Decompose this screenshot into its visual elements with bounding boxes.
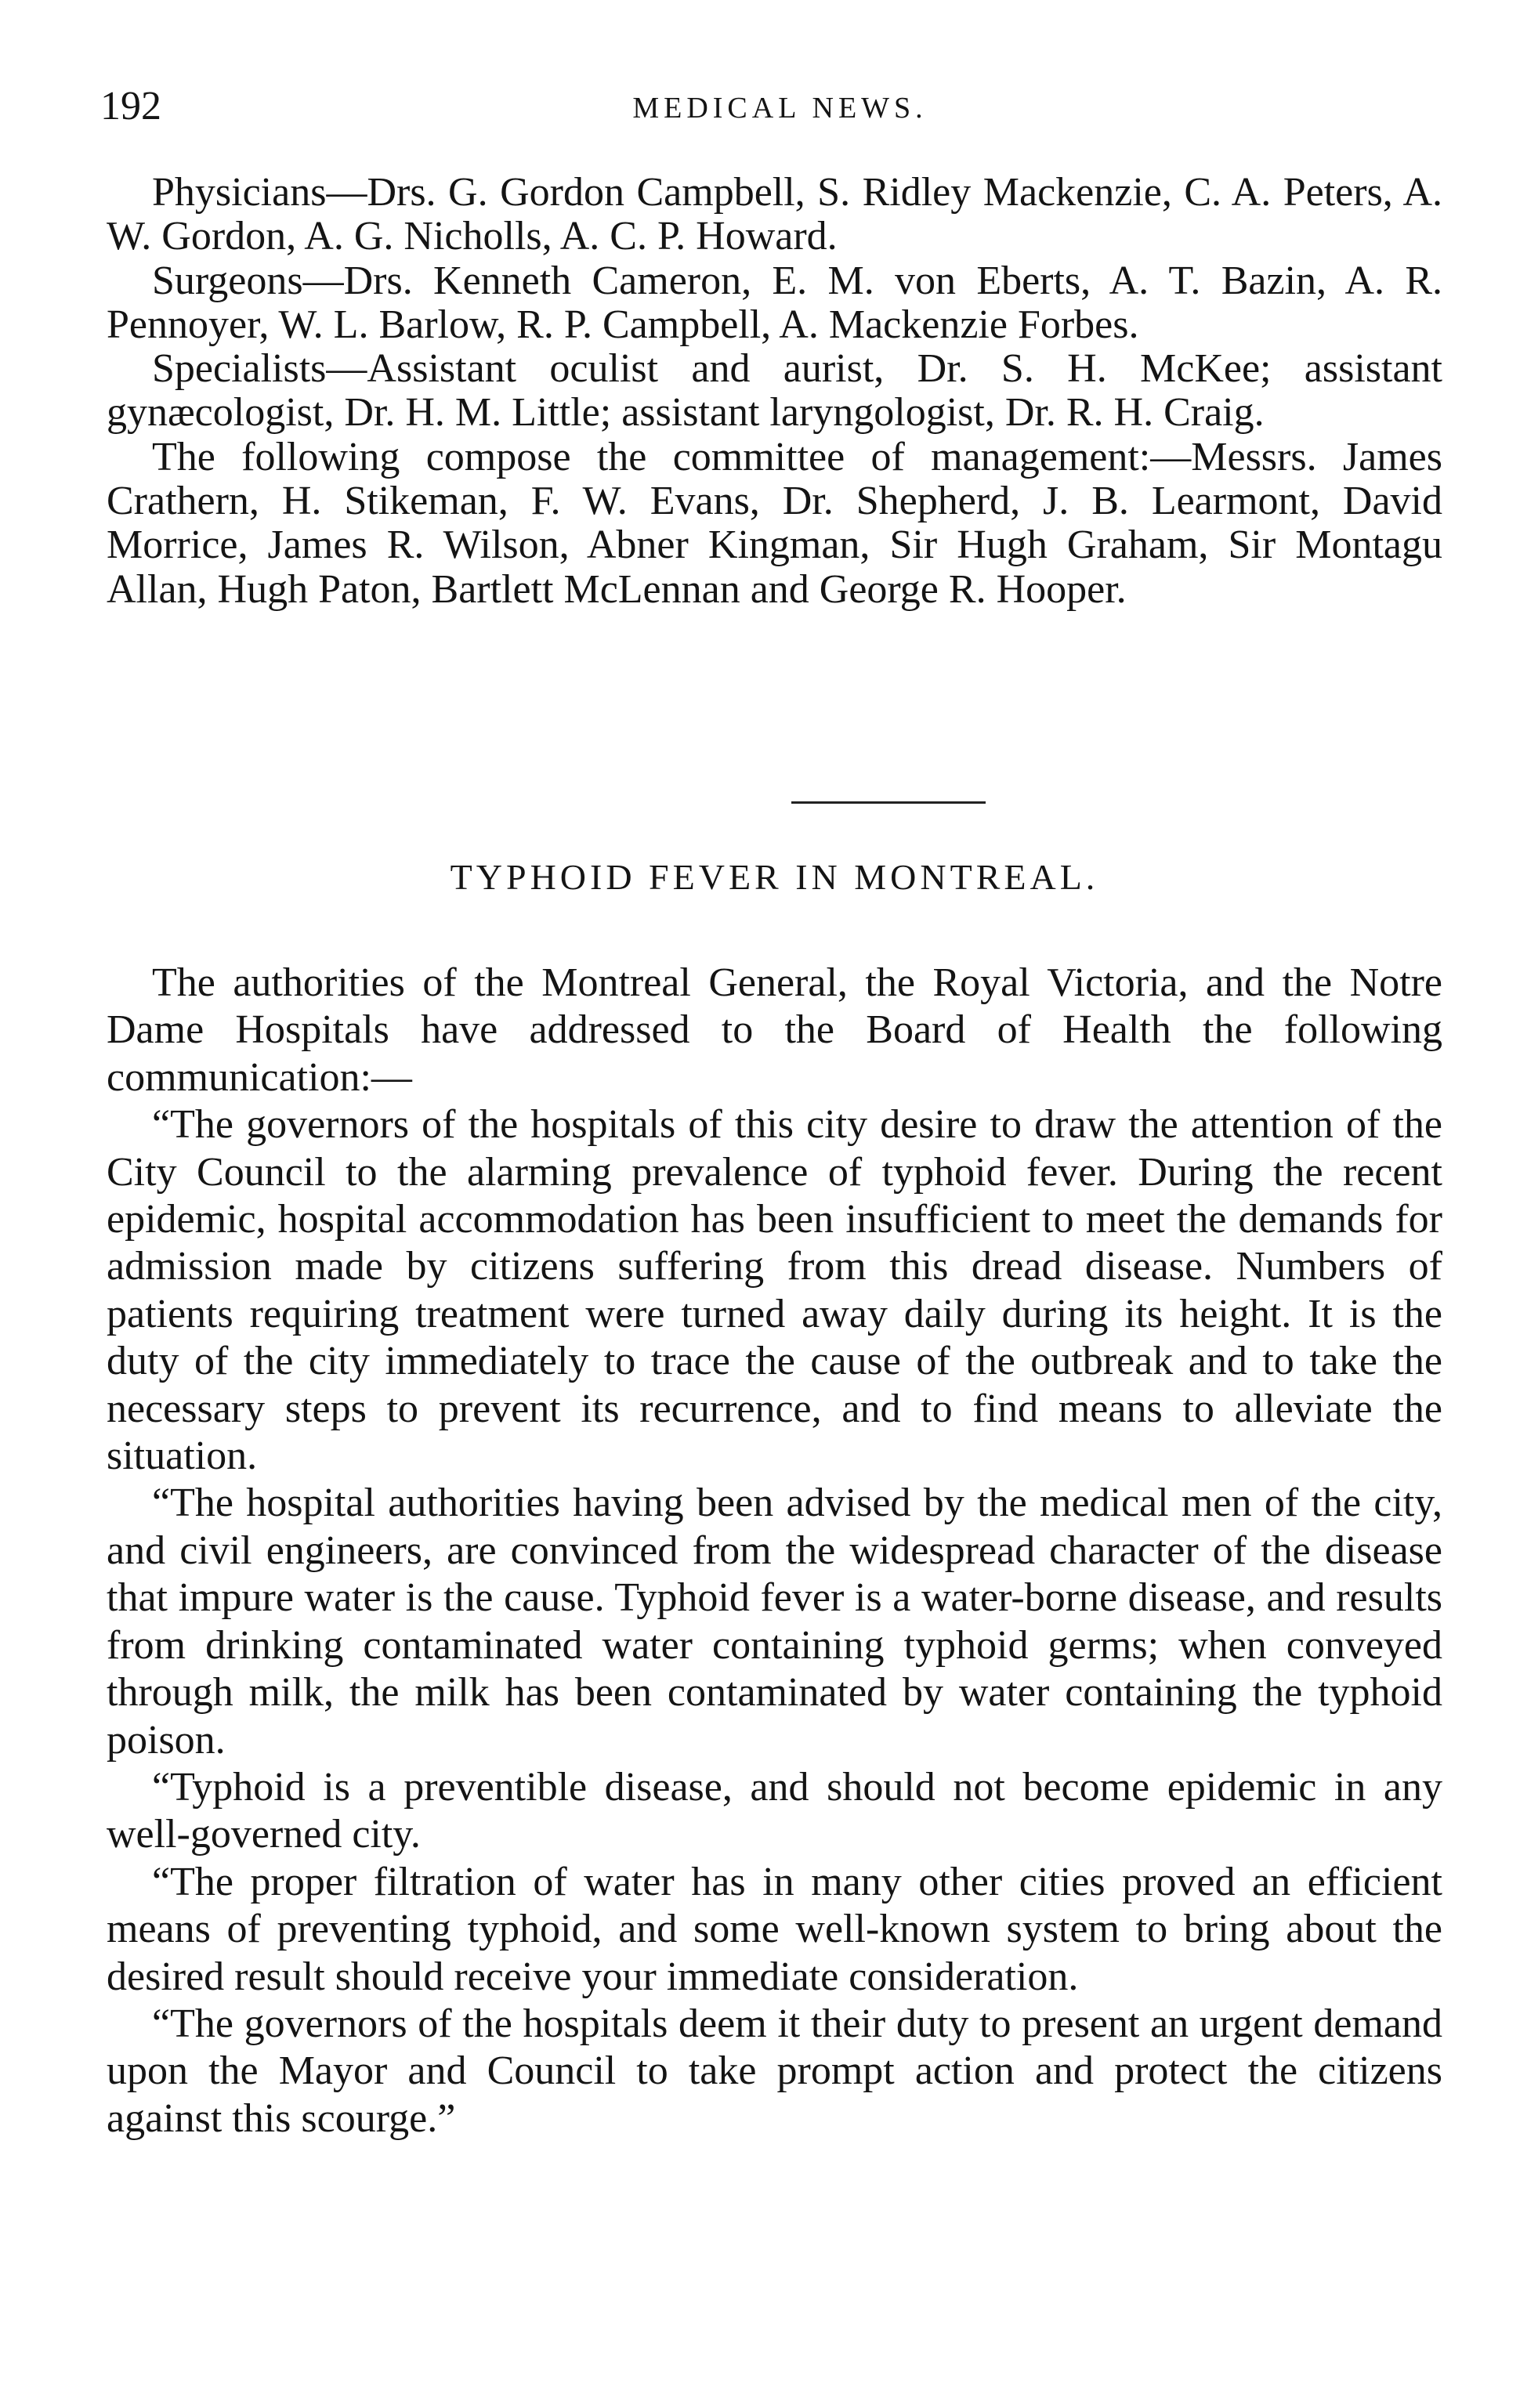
physicians-paragraph: Physicians—Drs. G. Gordon Campbell, S. Ridley Mackenzie, C. A. Peters, A. W. Gordon, A. G. Nicholls, A. C. P. Howard. [107,170,1442,259]
specialists-paragraph: Specialists—Assistant oculist and aurist, Dr. S. H. McKee; assistant gynæcologist, Dr. H. M. Little; assistant laryngologist, Dr. R. H. Craig. [107,346,1442,436]
article-paragraph: “The proper filtration of water has in many other cities proved an efficient means of preventing typhoid, and some well-known system to bring about the desired result should receive your immediate consideration. [107,1859,1442,1999]
running-head: MEDICAL NEWS. [632,92,928,125]
management-committee-paragraph: The following compose the committee of management:—Messrs. James Crathern, H. Stikeman, F. W. Evans, Dr. Shepherd, J. B. Learmont, David Morrice, James R. Wilson, Abner Kingman, Sir Hugh Graham, Sir Montagu Allan, Hugh Paton, Bartlett McLennan and George R. Hooper. [107,434,1442,612]
article-paragraph: “The hospital authorities having been advised by the medical men of the city, and civil engineers, are convinced from the widespread character of the disease that impure water is the cause. Typhoid fever is a water-borne disease, and results from drinking contaminated water containing typhoid germs; when conveyed through milk, the milk has been contaminated by water containing the typhoid poison. [107,1481,1442,1763]
article-paragraph: “The governors of the hospitals deem it their duty to present an urgent demand upon the Mayor and Council to take prompt action and protect the citizens against this scourge.” [107,2001,1442,2141]
page-header [100,81,1460,136]
article-paragraph: “The governors of the hospitals of this city desire to draw the attention of the City Council to the alarming prevalence of typhoid fever. During the recent epidemic, hospital accommodation has been insufficient to meet the demands for admission made by citizens suffering from this dread disease. Numbers of patients requiring treatment were turned away daily during its height. It is the duty of the city immediately to trace the cause of the outbreak and to take the necessary steps to prevent its recurrence, and to find means to alleviate the situation. [107,1102,1442,1479]
article-paragraph: The authorities of the Montreal General, the Royal Victoria, and the Notre Dame Hospitals have addressed to the Board of Health the following communication:— [107,960,1442,1100]
surgeons-paragraph: Surgeons—Drs. Kenneth Cameron, E. M. von Eberts, A. T. Bazin, A. R. Pennoyer, W. L. Barlow, R. P. Campbell, A. Mackenzie Forbes. [107,258,1442,347]
section-divider [791,801,986,804]
committee-section [107,171,1442,612]
page-number: 192 [100,84,161,128]
article-title: TYPHOID FEVER IN MONTREAL. [450,857,1099,897]
article-paragraph: “Typhoid is a preventible disease, and should not become epidemic in any well-governed city. [107,1764,1442,1857]
article-body [107,960,1442,2142]
